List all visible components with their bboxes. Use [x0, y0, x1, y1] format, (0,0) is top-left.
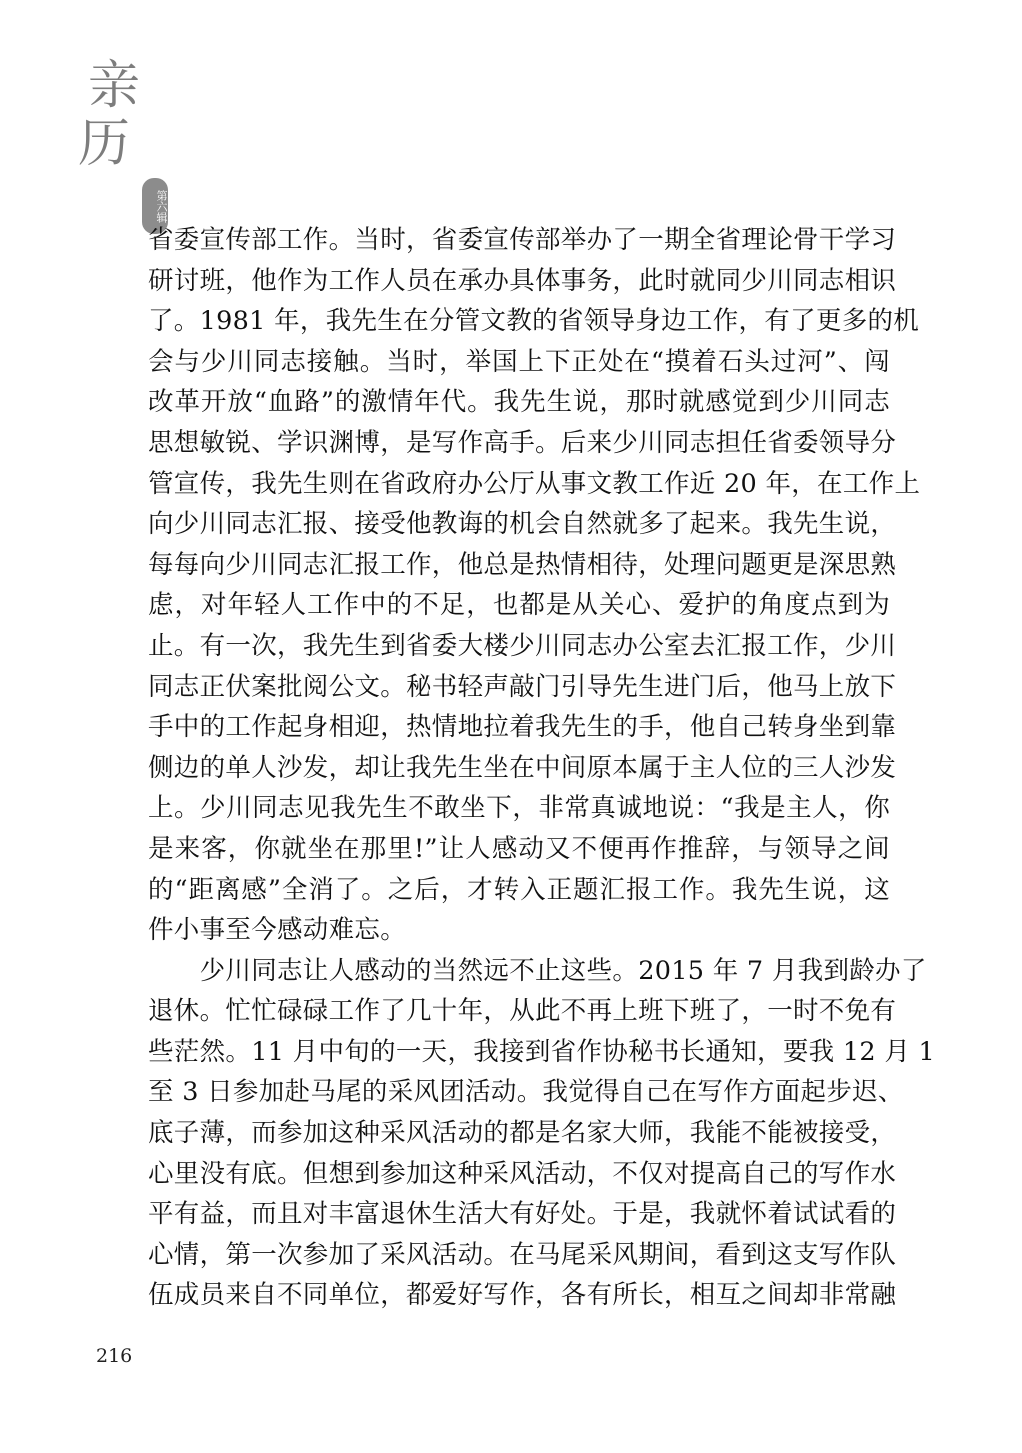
logo-char-qin: 亲: [88, 56, 141, 116]
text-line: 手中的工作起身相迎，热情地拉着我先生的手，他自己转身坐到靠: [148, 712, 897, 743]
text-line: 每每向少川同志汇报工作，他总是热情相待，处理问题更是深思熟: [148, 549, 897, 580]
text-line: 止。有一次，我先生到省委大楼少川同志办公室去汇报工作，少川: [148, 630, 897, 661]
text-line: 同志正伏案批阅公文。秘书轻声敲门引导先生进门后，他马上放下: [148, 671, 897, 702]
text-line: 虑，对年轻人工作中的不足，也都是从关心、爱护的角度点到为: [148, 590, 890, 621]
logo-seal: 第六辑: [142, 178, 168, 234]
text-line: 向少川同志汇报、接受他教诲的机会自然就多了起来。我先生说，: [148, 509, 897, 540]
text-line: 至 3 日参加赴马尾的采风团活动。我觉得自己在写作方面起步迟、: [148, 1077, 904, 1108]
text-line: 伍成员来自不同单位，都爱好写作，各有所长，相互之间却非常融: [148, 1280, 897, 1311]
text-line: 退休。忙忙碌碌工作了几十年，从此不再上班下班了，一时不免有: [148, 996, 897, 1027]
text-line: 件小事至今感动难忘。: [148, 915, 407, 946]
text-line: 了。1981 年，我先生在分管文教的省领导身边工作，有了更多的机: [148, 306, 920, 337]
text-line: 会与少川同志接触。当时，举国上下正处在“摸着石头过河”、闯: [148, 346, 890, 377]
text-line: 心情，第一次参加了采风活动。在马尾采风期间，看到这支写作队: [148, 1239, 897, 1270]
page-number: 216: [96, 1345, 133, 1367]
text-line: 改革开放“血路”的激情年代。我先生说，那时就感觉到少川同志: [148, 387, 890, 418]
text-line: 上。少川同志见我先生不敢坐下，非常真诚地说：“我是主人，你: [148, 793, 890, 824]
book-series-logo: [66, 56, 176, 223]
text-line: 思想敏锐、学识渊博，是写作高手。后来少川同志担任省委领导分: [148, 427, 897, 458]
page-body: [148, 220, 936, 1316]
text-line: 的“距离感”全消了。之后，才转入正题汇报工作。我先生说，这: [148, 874, 890, 905]
text-line: 研讨班，他作为工作人员在承办具体事务，此时就同少川同志相识: [148, 265, 897, 296]
text-line: 侧边的单人沙发，却让我先生坐在中间原本属于主人位的三人沙发: [148, 752, 897, 783]
text-line: 心里没有底。但想到参加这种采风活动，不仅对提高自己的写作水: [148, 1158, 897, 1189]
logo-calligraphy: [66, 56, 176, 223]
text-line: 底子薄，而参加这种采风活动的都是名家大师，我能不能被接受，: [148, 1118, 897, 1149]
text-line: 管宣传，我先生则在省政府办公厅从事文教工作近 20 年，在工作上: [148, 468, 921, 499]
text-line: 省委宣传部工作。当时，省委宣传部举办了一期全省理论骨干学习: [148, 225, 897, 255]
text-line: 些茫然。11 月中旬的一天，我接到省作协秘书长通知，要我 12 月 1: [148, 1036, 936, 1067]
text-line: 平有益，而且对丰富退休生活大有好处。于是，我就怀着试试看的: [148, 1199, 897, 1230]
text-line: 少川同志让人感动的当然远不止这些。2015 年 7 月我到龄办了: [148, 955, 927, 986]
paragraph-1: [148, 220, 921, 951]
paragraph-2: [148, 951, 936, 1316]
logo-char-li: 历: [78, 114, 131, 174]
text-line: 是来客，你就坐在那里!”让人感动又不便再作推辞，与领导之间: [148, 833, 890, 864]
